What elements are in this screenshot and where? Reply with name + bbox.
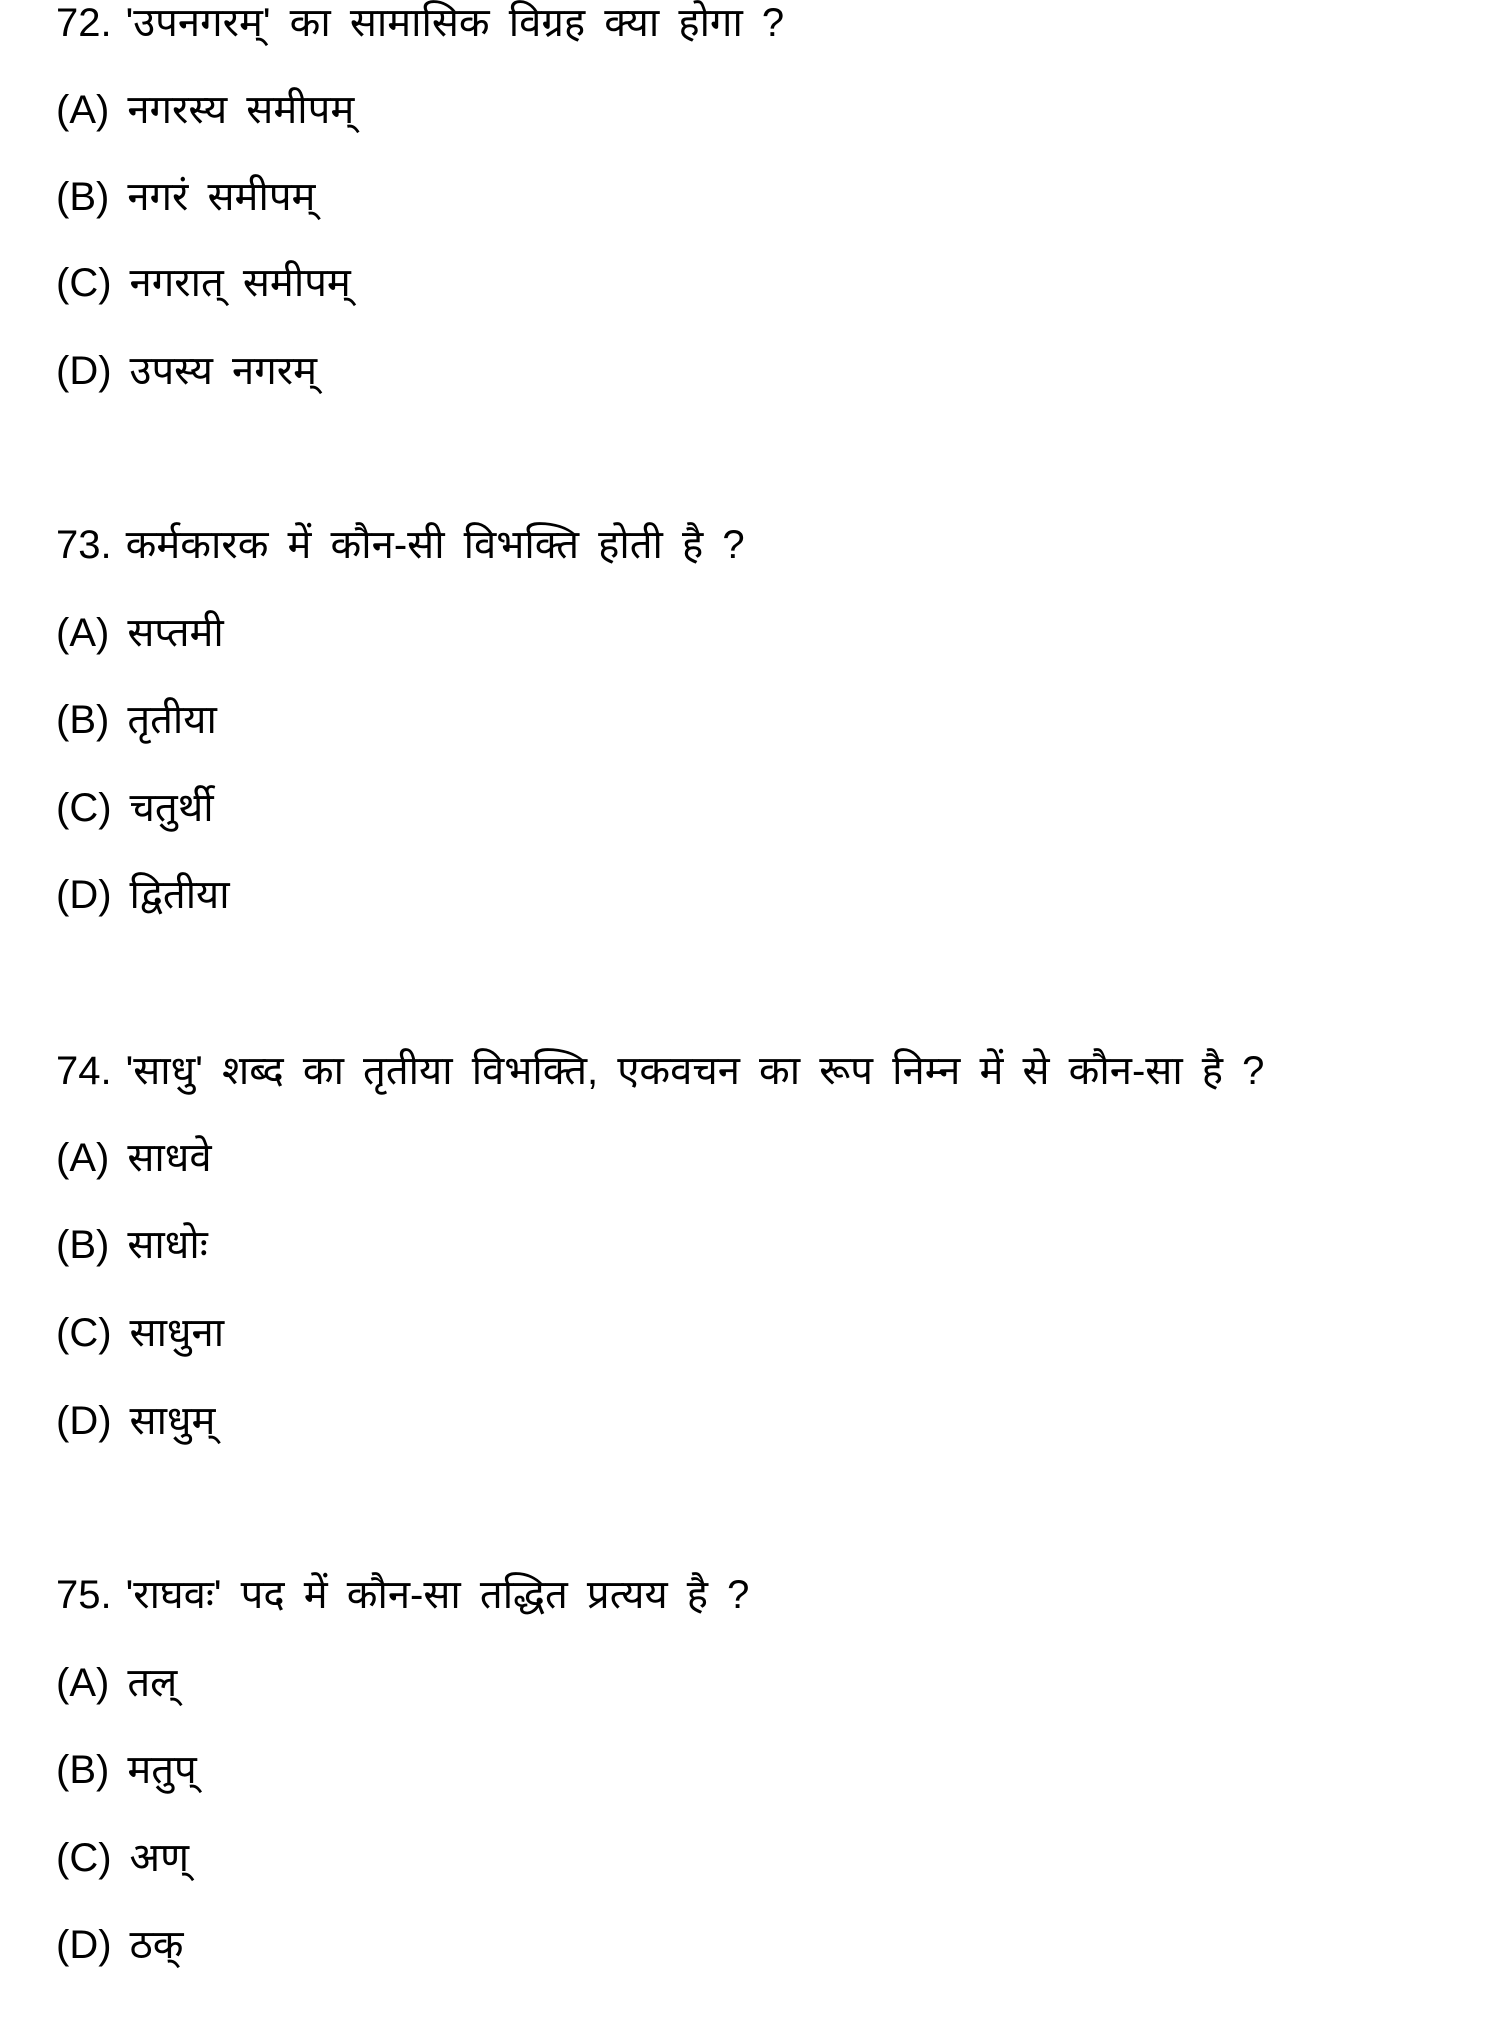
option-label: (B) bbox=[56, 1223, 110, 1267]
option-text: साधुम् bbox=[129, 1399, 216, 1443]
question-number: 73. bbox=[56, 523, 112, 567]
option-73-c bbox=[56, 778, 214, 838]
option-74-b bbox=[56, 1215, 208, 1275]
option-75-c bbox=[56, 1828, 189, 1888]
option-label: (B) bbox=[56, 1748, 110, 1792]
option-75-b bbox=[56, 1740, 197, 1800]
option-text: साधुना bbox=[129, 1311, 225, 1355]
option-label: (A) bbox=[56, 88, 110, 132]
option-75-d bbox=[56, 1915, 184, 1975]
option-text: तृतीया bbox=[127, 698, 217, 742]
question-75 bbox=[56, 1565, 749, 1625]
option-label: (A) bbox=[56, 1661, 110, 1705]
option-label: (D) bbox=[56, 1923, 112, 1967]
option-label: (B) bbox=[56, 698, 110, 742]
option-label: (A) bbox=[56, 611, 110, 655]
question-number: 74. bbox=[56, 1049, 112, 1093]
option-text: उपस्य नगरम् bbox=[129, 349, 318, 393]
question-72 bbox=[56, 0, 784, 53]
option-label: (C) bbox=[56, 1836, 112, 1880]
option-text: नगरं समीपम् bbox=[127, 175, 316, 219]
option-72-a bbox=[56, 80, 354, 140]
option-73-b bbox=[56, 690, 217, 750]
option-label: (D) bbox=[56, 873, 112, 917]
question-74 bbox=[56, 1041, 1264, 1101]
option-text: तल् bbox=[127, 1661, 178, 1705]
question-73 bbox=[56, 515, 745, 575]
question-text: 'उपनगरम्' का सामासिक विग्रह क्या होगा ? bbox=[125, 1, 785, 45]
option-text: साधवे bbox=[127, 1136, 212, 1180]
option-label: (D) bbox=[56, 349, 112, 393]
option-text: ठक् bbox=[129, 1923, 184, 1967]
question-text: कर्मकारक में कौन-सी विभक्ति होती है ? bbox=[125, 523, 745, 567]
option-72-c bbox=[56, 253, 351, 313]
question-text: 'साधु' शब्द का तृतीया विभक्ति, एकवचन का रूप निम्न में से कौन-सा है ? bbox=[125, 1049, 1265, 1093]
option-text: मतुप् bbox=[127, 1748, 197, 1792]
option-text: नगरात् समीपम् bbox=[129, 261, 351, 305]
question-number: 75. bbox=[56, 1573, 112, 1617]
option-73-d bbox=[56, 865, 230, 925]
option-text: चतुर्थी bbox=[129, 786, 214, 830]
option-74-c bbox=[56, 1303, 224, 1363]
option-label: (C) bbox=[56, 261, 112, 305]
option-text: सप्तमी bbox=[127, 611, 224, 655]
option-text: अण् bbox=[129, 1836, 190, 1880]
option-72-d bbox=[56, 341, 317, 401]
option-label: (D) bbox=[56, 1399, 112, 1443]
option-label: (A) bbox=[56, 1136, 110, 1180]
option-label: (C) bbox=[56, 786, 112, 830]
option-74-d bbox=[56, 1391, 215, 1451]
option-label: (C) bbox=[56, 1311, 112, 1355]
option-text: साधोः bbox=[127, 1223, 208, 1267]
option-label: (B) bbox=[56, 175, 110, 219]
option-74-a bbox=[56, 1128, 212, 1188]
option-73-a bbox=[56, 603, 224, 663]
option-text: द्वितीया bbox=[129, 873, 230, 917]
question-text: 'राघवः' पद में कौन-सा तद्धित प्रत्यय है ? bbox=[125, 1573, 750, 1617]
option-72-b bbox=[56, 167, 315, 227]
question-number: 72. bbox=[56, 1, 112, 45]
option-75-a bbox=[56, 1653, 177, 1713]
option-text: नगरस्य समीपम् bbox=[127, 88, 355, 132]
